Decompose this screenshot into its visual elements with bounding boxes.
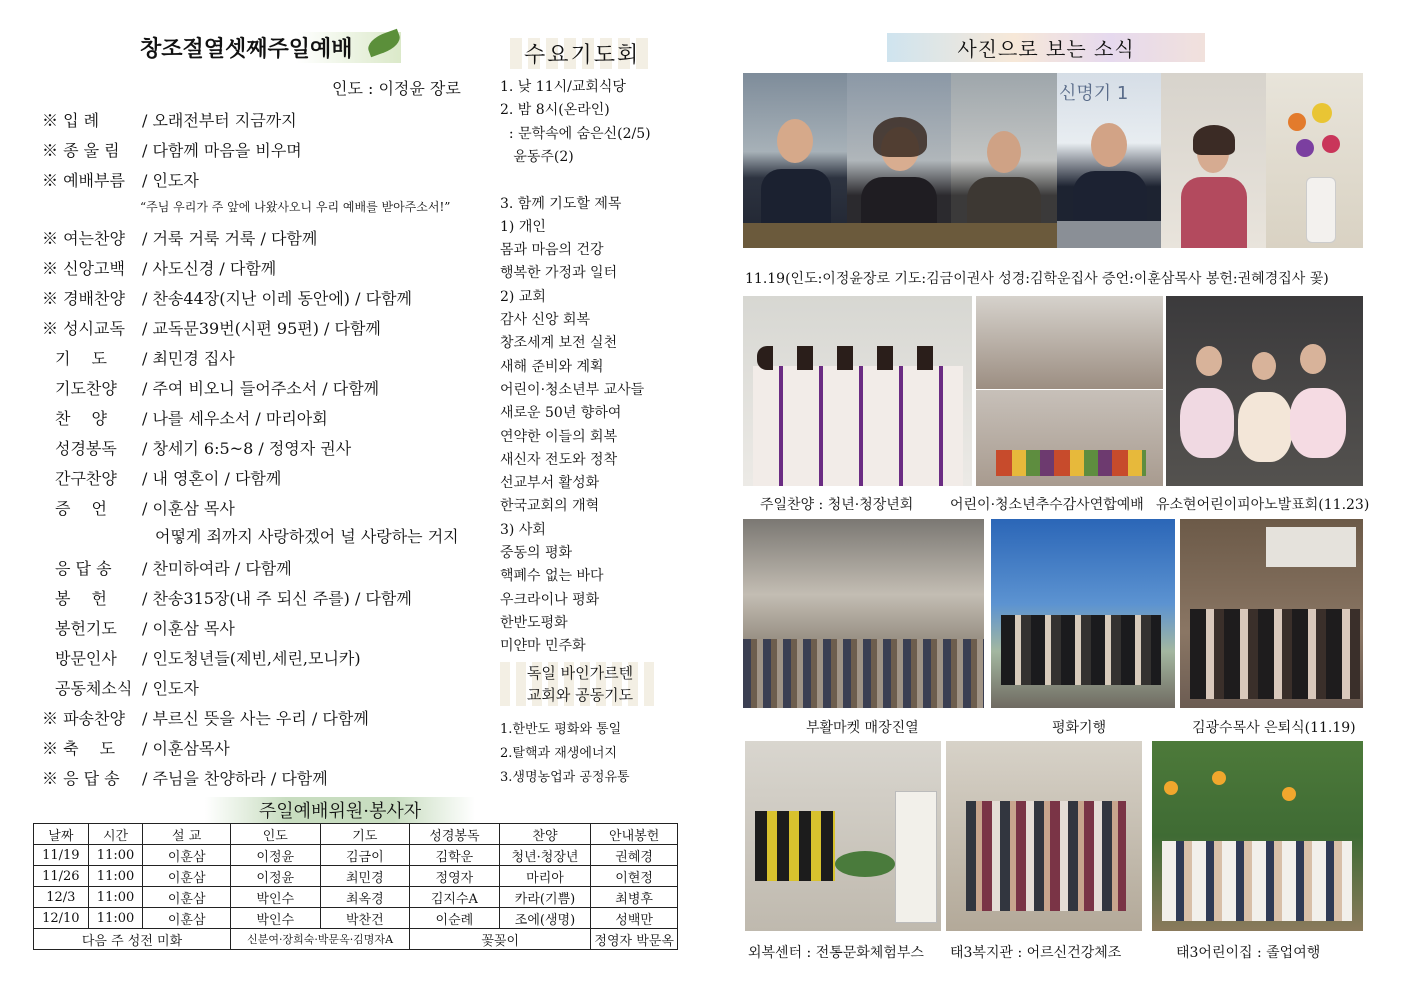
staff-header-cell: 찬양 <box>499 824 591 845</box>
staff-cell: 이훈삼 <box>143 887 231 908</box>
staff-table <box>33 823 678 950</box>
staff-cell: 11:00 <box>88 887 143 908</box>
photo-youth-service <box>976 296 1163 389</box>
staff-cell: 김금이 <box>320 845 410 866</box>
caption-row4b: 태3복지관 : 어르신건강체조 <box>950 945 1122 961</box>
order-row <box>55 616 235 639</box>
staff-header-cell: 설 교 <box>143 824 231 845</box>
staff-cell: 김학운 <box>410 845 500 866</box>
order-row <box>55 586 412 609</box>
order-row <box>42 138 302 161</box>
order-label: ※ 성시교독 <box>42 319 125 338</box>
order-value: / 다함께 마음을 비우며 <box>142 141 302 160</box>
staff-cell: 카라(기쁨) <box>499 887 591 908</box>
prayer-line: 1. 낮 11시/교회식당 <box>500 79 626 95</box>
staff-cell: 이훈삼 <box>143 845 231 866</box>
order-value: / 내 영혼이 / 다함께 <box>142 469 282 488</box>
order-label: ※ 입 례 <box>42 111 100 130</box>
caption-row2b: 어린이·청소년추수감사연합예배 <box>950 497 1144 513</box>
order-value: / 최민경 집사 <box>142 349 235 368</box>
staff-header-cell: 날짜 <box>34 824 89 845</box>
order-row <box>55 346 235 369</box>
order-row <box>42 706 369 729</box>
photo-leader <box>743 73 847 248</box>
order-row <box>42 108 297 131</box>
order-label: ※ 파송찬양 <box>42 709 125 728</box>
caption-row3b: 평화기행 <box>1052 720 1107 736</box>
staff-header-row <box>34 824 678 845</box>
order-row <box>42 226 317 249</box>
photo-testimony <box>1057 73 1161 248</box>
photo-graduation-trip <box>1152 741 1363 931</box>
caption-row4a: 외복센터 : 전통문화체험부스 <box>748 945 924 961</box>
prayer-line: 우크라이나 평화 <box>500 591 600 608</box>
order-row <box>42 766 328 789</box>
staff-cell: 이훈삼 <box>143 908 231 929</box>
prayer-line: 감사 신앙 회복 <box>500 312 591 328</box>
photo-retirement <box>1180 519 1363 708</box>
order-label: 증 언 <box>55 499 107 518</box>
order-value: / 사도신경 / 다함께 <box>142 259 277 278</box>
prayer-line: 미얀마 민주화 <box>500 638 586 655</box>
order-row <box>42 316 381 339</box>
staff-header-cell: 안내봉헌 <box>591 824 678 845</box>
prayer-line: 어린이·청소년부 교사들 <box>500 381 645 398</box>
staff-cell: 마리아 <box>499 866 591 887</box>
caption-row3a: 부활마켓 매장진열 <box>806 720 919 736</box>
table-row <box>34 845 678 866</box>
staff-cell: 12/3 <box>34 887 89 908</box>
staff-header-cell: 성경봉독 <box>410 824 500 845</box>
order-label: 응 답 송 <box>55 559 112 578</box>
caption-row1: 11.19(인도:이정윤장로 기도:김금이권사 성경:김학운집사 증언:이훈삼목사 봉헌:권혜경집사 꽃) <box>745 271 1329 287</box>
order-label: ※ 신앙고백 <box>42 259 125 278</box>
weingarten-title-line1: 독일 바인가르텐 <box>526 664 634 682</box>
order-row <box>42 736 230 759</box>
leaf-decoration-icon <box>364 29 402 58</box>
order-row <box>55 556 292 579</box>
order-value: / 인도청년들(제빈,세린,모니카) <box>142 649 361 668</box>
staff-cell: 이훈삼 <box>143 866 231 887</box>
staff-cell: 이정윤 <box>230 866 320 887</box>
order-row <box>55 496 235 519</box>
prayer-line: 핵폐수 없는 바다 <box>500 568 604 585</box>
weingarten-title <box>500 662 660 706</box>
table-row <box>34 887 678 908</box>
staff-header-cell: 기도 <box>320 824 410 845</box>
order-value: / 교독문39번(시편 95편) / 다함께 <box>142 319 381 338</box>
prayer-line: 한반도평화 <box>500 614 568 631</box>
photo-scripture <box>951 73 1057 248</box>
staff-cell: 11:00 <box>88 845 143 866</box>
staff-cell: 최옥경 <box>320 887 410 908</box>
prayer-line: 새신자 전도와 정착 <box>500 451 618 468</box>
testimony-song-line: 어떻게 죄까지 사랑하겠어 널 사랑하는 거지 <box>155 527 459 546</box>
photo-peace-trip <box>991 519 1175 708</box>
order-row <box>55 676 199 699</box>
photo-slide-text: 신명기 1 <box>1059 83 1129 104</box>
staff-cell: 박찬건 <box>320 908 410 929</box>
staff-cell: 조에(생명) <box>499 908 591 929</box>
order-label: 봉 헌 <box>55 589 107 608</box>
photo-news-title: 사진으로 보는 소식 <box>887 33 1205 62</box>
order-label: ※ 축 도 <box>42 739 116 758</box>
order-label: ※ 여는찬양 <box>42 229 125 248</box>
worship-title <box>140 32 401 63</box>
order-row <box>55 466 281 489</box>
staff-title: 주일예배위원·봉사자 <box>205 797 475 823</box>
order-value: / 찬미하여라 / 다함께 <box>142 559 292 578</box>
caption-row2c: 유소현어린이피아노발표회(11.23) <box>1156 497 1370 513</box>
table-row <box>34 908 678 929</box>
order-value: / 거룩 거룩 거룩 / 다함께 <box>142 229 318 248</box>
order-row <box>55 646 361 669</box>
order-value: / 인도자 <box>142 171 199 190</box>
order-label: ※ 종 울 림 <box>42 141 120 160</box>
common-prayer-item: 1.한반도 평화와 통일 <box>500 722 622 737</box>
order-value: / 인도자 <box>142 679 199 698</box>
staff-cell: 청년·청장년 <box>499 845 591 866</box>
order-value: / 찬송44장(지난 이레 동안에) / 다함께 <box>142 289 412 308</box>
order-value: / 이훈삼 목사 <box>142 619 235 638</box>
caption-row3c: 김광수목사 은퇴식(11.19) <box>1192 720 1356 736</box>
order-value: / 주님을 찬양하라 / 다함께 <box>142 769 328 788</box>
prayer-line: 1) 개인 <box>500 218 546 235</box>
photo-piano-recital <box>1166 296 1363 486</box>
order-label: ※ 예배부름 <box>42 171 125 190</box>
order-label: 방문인사 <box>55 649 117 668</box>
staff-cell: 김지수A <box>410 887 500 908</box>
photo-market-display <box>743 519 984 708</box>
staff-footer-row <box>34 929 678 950</box>
staff-cell: 최병후 <box>591 887 678 908</box>
prayer-line: 3. 함께 기도할 제목 <box>500 195 622 212</box>
staff-cell: 이현정 <box>591 866 678 887</box>
order-value: / 나를 세우소서 / 마리아회 <box>142 409 328 428</box>
order-value: / 이훈삼목사 <box>142 739 230 758</box>
order-label: ※ 응 답 송 <box>42 769 120 788</box>
order-row <box>42 286 412 309</box>
prayer-line: 한국교회의 개혁 <box>500 498 600 515</box>
order-row <box>42 256 276 279</box>
order-label: 성경봉독 <box>55 439 117 458</box>
order-label: 봉헌기도 <box>55 619 117 638</box>
order-label: 공동체소식 <box>55 679 133 698</box>
prayer-line: 새해 준비와 계획 <box>500 358 604 375</box>
staff-cell: 11:00 <box>88 866 143 887</box>
staff-cell: 박인수 <box>230 908 320 929</box>
staff-footer-cell: 정영자 박문옥 <box>591 929 678 950</box>
prayer-line: 연약한 이들의 회복 <box>500 428 618 445</box>
common-prayer-item: 3.생명농업과 공정유통 <box>500 770 630 785</box>
order-row <box>42 168 199 191</box>
order-value: / 찬송315장(내 주 되신 주를) / 다함께 <box>142 589 412 608</box>
prayer-line: 윤동주(2) <box>500 148 574 165</box>
order-label: 찬 양 <box>55 409 107 428</box>
common-prayer-item: 2.탈핵과 재생에너지 <box>500 746 617 761</box>
prayer-line: : 문학속에 숨은신(2/5) <box>500 125 651 142</box>
staff-cell: 이순례 <box>410 908 500 929</box>
staff-cell: 이정윤 <box>230 845 320 866</box>
photo-harvest-altar <box>976 390 1163 486</box>
staff-cell: 권혜경 <box>591 845 678 866</box>
table-row <box>34 866 678 887</box>
staff-footer-cell: 신분여·장희숙·박문옥·김명자A <box>230 929 409 950</box>
order-value: / 이훈삼 목사 <box>142 499 235 518</box>
prayer-line: 창조세계 보전 실천 <box>500 335 618 352</box>
prayer-line: 3) 사회 <box>500 521 546 538</box>
staff-cell: 성백만 <box>591 908 678 929</box>
prayer-line: 선교부서 활성화 <box>500 475 600 492</box>
prayer-line: 2. 밤 8시(온라인) <box>500 102 610 119</box>
photo-offering <box>1161 73 1266 248</box>
staff-header-cell: 시간 <box>88 824 143 845</box>
staff-cell: 12/10 <box>34 908 89 929</box>
wednesday-prayer-title: 수요기도회 <box>510 38 654 69</box>
photo-prayer <box>847 73 951 248</box>
photo-choir <box>743 296 972 486</box>
prayer-line: 중동의 평화 <box>500 545 573 561</box>
staff-header-cell: 인도 <box>230 824 320 845</box>
staff-footer-cell: 꽃꽂이 <box>410 929 591 950</box>
photo-flowers <box>1266 73 1363 248</box>
prayer-line: 새로운 50년 향하여 <box>500 405 622 422</box>
staff-cell: 11/26 <box>34 866 89 887</box>
order-row <box>55 406 328 429</box>
worship-leader: 인도 : 이정윤 장로 <box>332 79 461 98</box>
call-to-worship-quote: “주님 우리가 주 앞에 나왔사오니 우리 예배를 받아주소서!” <box>140 200 451 214</box>
order-value: / 부르신 뜻을 사는 우리 / 다함께 <box>142 709 369 728</box>
caption-row4c: 태3어린이집 : 졸업여행 <box>1176 945 1321 961</box>
worship-title-text: 창조절열셋째주일예배 <box>140 37 353 62</box>
staff-cell: 최민경 <box>320 866 410 887</box>
order-value: / 주여 비오니 들어주소서 / 다함께 <box>142 379 380 398</box>
prayer-line: 2) 교회 <box>500 288 546 305</box>
order-value: / 오래전부터 지금까지 <box>142 111 297 130</box>
order-row <box>55 376 379 399</box>
caption-row2a: 주일찬양 : 청년·청장년회 <box>760 497 914 513</box>
prayer-line: 몸과 마음의 건강 <box>500 242 604 259</box>
photo-culture-booth <box>745 741 941 931</box>
prayer-line: 행복한 가정과 일터 <box>500 265 618 282</box>
order-label: 기 도 <box>55 349 107 368</box>
staff-cell: 정영자 <box>410 866 500 887</box>
order-label: 간구찬양 <box>55 469 117 488</box>
order-label: 기도찬양 <box>55 379 117 398</box>
weingarten-title-line2: 교회와 공동기도 <box>526 686 634 704</box>
staff-footer-cell: 다음 주 성전 미화 <box>34 929 231 950</box>
staff-cell: 11:00 <box>88 908 143 929</box>
staff-cell: 11/19 <box>34 845 89 866</box>
order-value: / 창세기 6:5~8 / 정영자 권사 <box>142 439 352 458</box>
order-label: ※ 경배찬양 <box>42 289 125 308</box>
order-row <box>55 436 351 459</box>
photo-exercise <box>946 741 1142 931</box>
staff-cell: 박인수 <box>230 887 320 908</box>
